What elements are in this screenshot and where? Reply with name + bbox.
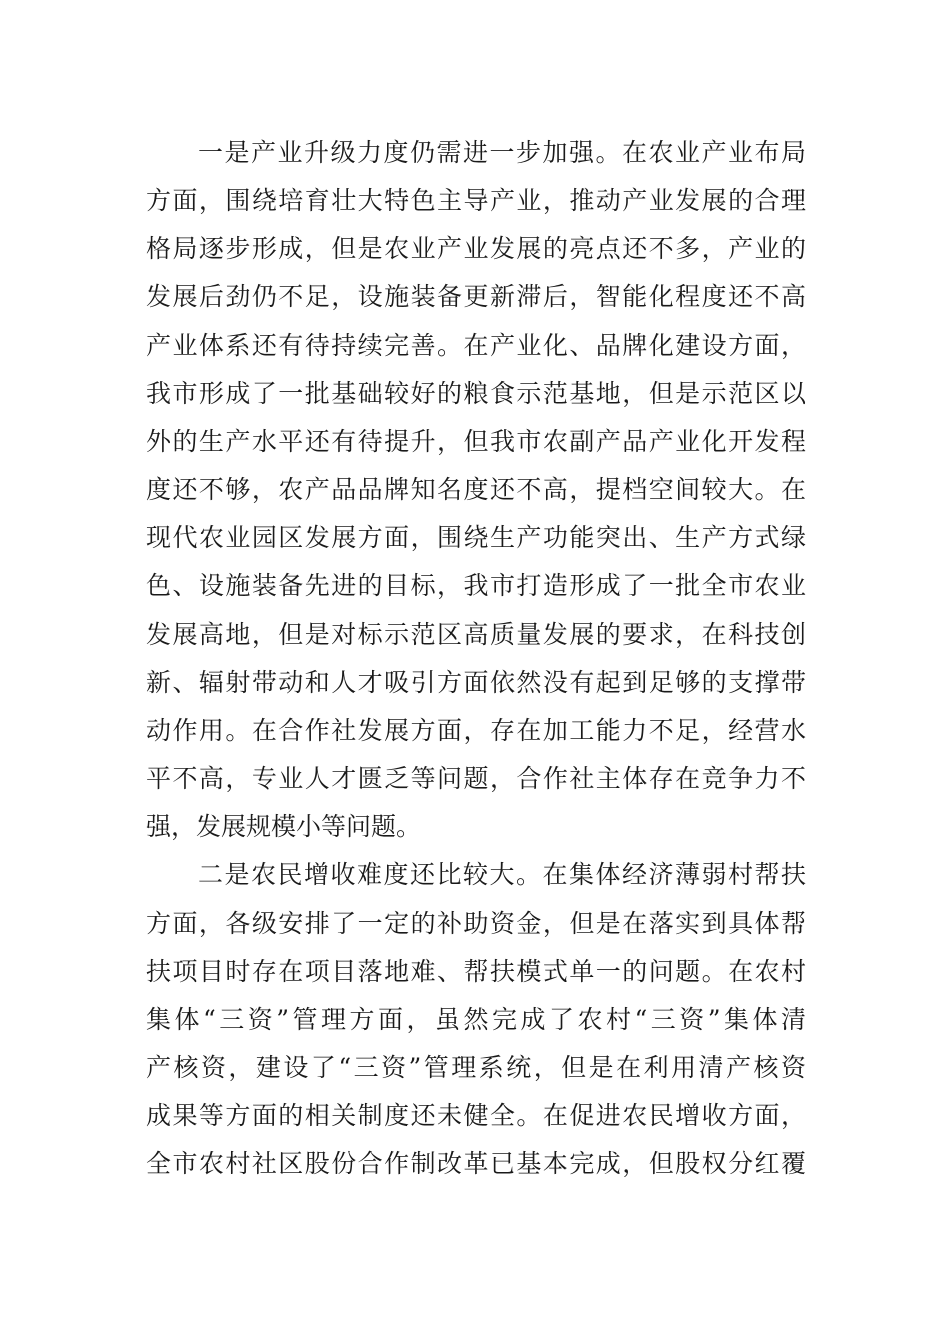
paragraph-1-line-15: 强，发展规模小等问题。 [146, 812, 422, 841]
paragraph-1-line-8: 度还不够，农产品品牌知名度还不高，提档空间较大。在 [146, 475, 806, 504]
paragraph-1-line-1: 一是产业升级力度仍需进一步加强。在农业产业布局 [198, 138, 806, 167]
paragraph-1-line-12: 新、辐射带动和人才吸引方面依然没有起到足够的支撑带 [146, 668, 806, 697]
paragraph-1-line-2: 方面，围绕培育壮大特色主导产业，推动产业发展的合理 [146, 186, 806, 215]
paragraph-1-line-13: 动作用。在合作社发展方面，存在加工能力不足，经营水 [146, 716, 806, 745]
paragraph-2-line-6: 成果等方面的相关制度还未健全。在促进农民增收方面， [146, 1101, 806, 1130]
paragraph-1-line-5: 产业体系还有待持续完善。在产业化、品牌化建设方面， [146, 331, 806, 360]
paragraph-2-line-1: 二是农民增收难度还比较大。在集体经济薄弱村帮扶 [198, 860, 806, 889]
paragraph-1-line-14: 平不高，专业人才匮乏等问题，合作社主体存在竞争力不 [146, 764, 806, 793]
paragraph-2-line-2: 方面，各级安排了一定的补助资金，但是在落实到具体帮 [146, 909, 806, 938]
paragraph-2-line-3: 扶项目时存在项目落地难、帮扶模式单一的问题。在农村 [146, 957, 806, 986]
paragraph-1-line-11: 发展高地，但是对标示范区高质量发展的要求，在科技创 [146, 620, 806, 649]
paragraph-1-line-10: 色、设施装备先进的目标，我市打造形成了一批全市农业 [146, 571, 806, 600]
paragraph-1-line-4: 发展后劲仍不足，设施装备更新滞后，智能化程度还不高 [146, 282, 806, 311]
paragraph-2-line-7: 全市农村社区股份合作制改革已基本完成，但股权分红覆 [146, 1149, 806, 1178]
paragraph-2-line-5: 产核资，建设了“三资”管理系统，但是在利用清产核资 [146, 1053, 806, 1082]
paragraph-1-line-3: 格局逐步形成，但是农业产业发展的亮点还不多，产业的 [146, 234, 806, 263]
paragraph-1-line-7: 外的生产水平还有待提升，但我市农副产品产业化开发程 [146, 427, 806, 456]
paragraph-1-line-9: 现代农业园区发展方面，围绕生产功能突出、生产方式绿 [146, 523, 806, 552]
paragraph-1-line-6: 我市形成了一批基础较好的粮食示范基地，但是示范区以 [146, 379, 806, 408]
paragraph-2-line-4: 集体“三资”管理方面，虽然完成了农村“三资”集体清 [146, 1005, 806, 1034]
